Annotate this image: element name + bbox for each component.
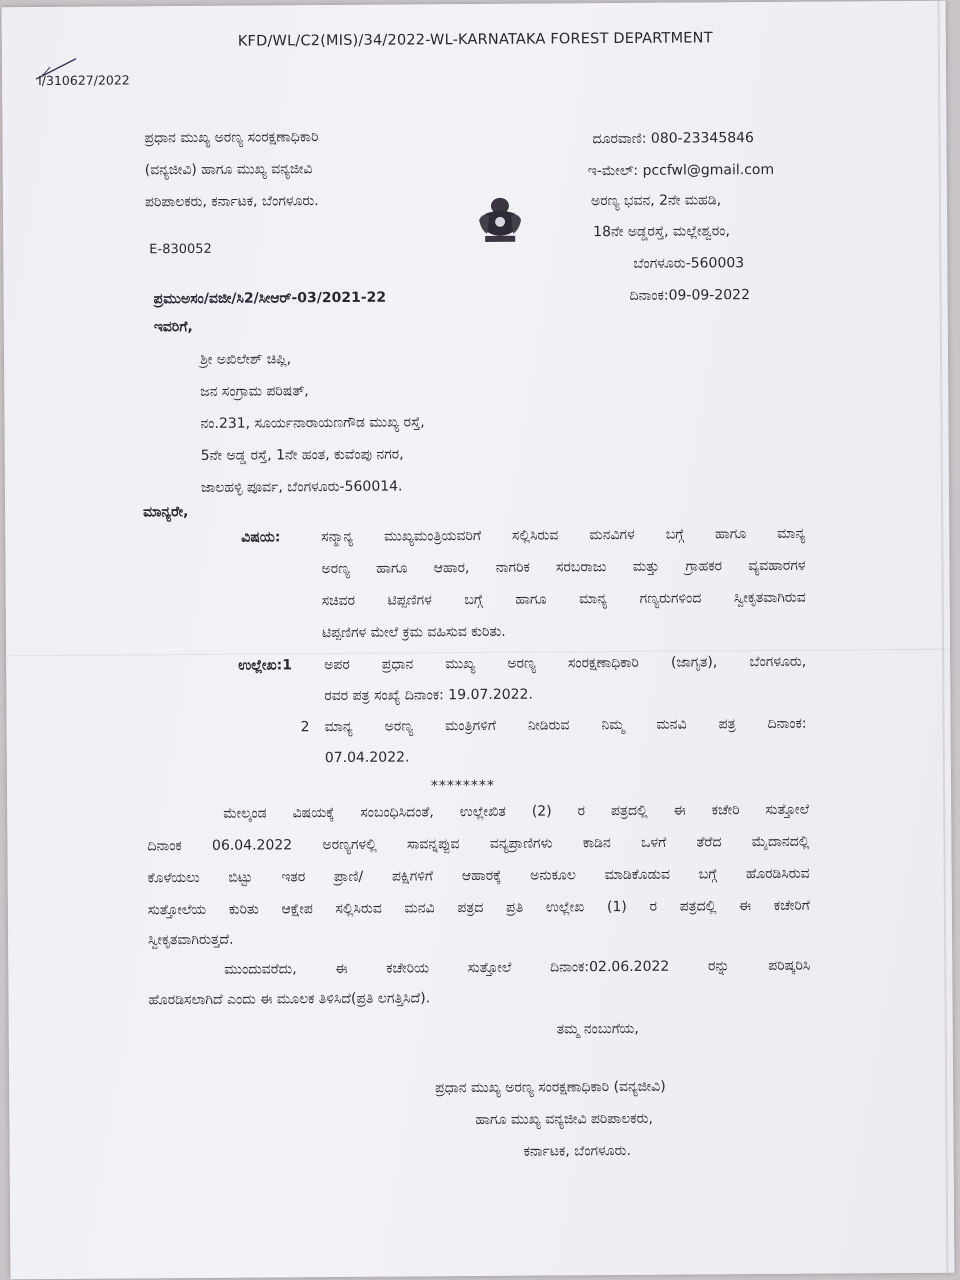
contact-address-2: 18ನೇ ಅಡ್ಡರಸ್ತೆ, ಮಲ್ಲೇಶ್ವರಂ, bbox=[593, 223, 730, 241]
e-number: E-830052 bbox=[149, 241, 212, 258]
closing: ತಮ್ಮ ನಂಬುಗೆಯ, bbox=[556, 1020, 639, 1038]
reference-2-line-1: ಮಾನ್ಯ ಅರಣ್ಯ ಮಂತ್ರಿಗಳಿಗೆ ನೀಡಿರುವ ನಿಮ್ಮ ಮನವಿ ಪತ್ರ ದಿನಾಂಕ: bbox=[324, 715, 807, 736]
body-para1-line-3: ಕೊಳೆಯಲು ಬಿಟ್ಟು ಇತರ ಪ್ರಾಣಿ/ ಪಕ್ಷಿಗಳಿಗೆ ಆಹಾರಕ್ಕೆ ಅನುಕೂಲ ಮಾಡಿಕೊಡುವ ಬಗ್ಗೆ ಹೊರಡಿಸಿರುವ bbox=[147, 865, 810, 887]
recipient-address-1: ನಂ.231, ಸೂರ್ಯನಾರಾಯಣಗೌಡ ಮುಖ್ಯ ರಸ್ತೆ, bbox=[200, 414, 425, 432]
reference-2-number: 2 bbox=[300, 719, 310, 736]
body-para1-line-4: ಸುತ್ತೋಲೆಯ ಕುರಿತು ಆಕ್ಷೇಪ ಸಲ್ಲಿಸಿರುವ ಮನವಿ ಪತ್ರದ ಪ್ರತಿ ಉಲ್ಲೇಖ (1) ರ ಪತ್ರದಲ್ಲಿ ಈ ಕಚೇರಿಗೆ bbox=[147, 897, 810, 919]
subject-line-3: ಸಚಿವರ ಟಿಪ್ಪಣಿಗಳ ಬಗ್ಗೆ ಹಾಗೂ ಮಾನ್ಯ ಗಣ್ಯರುಗಳಿಂದ ಸ್ವೀಕೃತವಾಗಿರುವ bbox=[321, 589, 806, 610]
body-para2-line-2: ಹೊರಡಿಸಲಾಗಿದೆ ಎಂದು ಈ ಮೂಲಕ ತಿಳಿಸಿದೆ(ಪ್ರತಿ ಲಗತ್ತಿಸಿದೆ). bbox=[148, 990, 431, 1009]
to-label: ಇವರಿಗೆ, bbox=[153, 318, 193, 336]
signature-line-1: ಪ್ರಧಾನ ಮುಖ್ಯ ಅರಣ್ಯ ಸಂರಕ್ಷಣಾಧಿಕಾರಿ (ವನ್ಯಜೀವಿ) bbox=[435, 1078, 666, 1097]
recipient-org: ಜನ ಸಂಗ್ರಾಮ ಪರಿಷತ್, bbox=[200, 383, 309, 400]
separator-stars: ******** bbox=[430, 777, 496, 795]
body-para1-line-5: ಸ್ವೀಕೃತವಾಗಿರುತ್ತದೆ. bbox=[148, 931, 234, 949]
recipient-address-2: 5ನೇ ಅಡ್ಡ ರಸ್ತೆ, 1ನೇ ಹಂತ, ಕುವೆಂಪು ನಗರ, bbox=[200, 446, 404, 464]
reference-1-line-2: ರವರ ಪತ್ರ ಸಂಖ್ಯೆ ದಿನಾಂಕ: 19.07.2022. bbox=[324, 686, 533, 705]
reference-2-line-2: 07.04.2022. bbox=[324, 749, 410, 767]
file-reference: KFD/WL/C2(MIS)/34/2022-WL-KARNATAKA FOREST DEPARTMENT bbox=[237, 30, 713, 50]
contact-email: ಇ-ಮೇಲ್: pccfwl@gmail.com bbox=[587, 161, 775, 180]
contact-phone: ದೂರವಾಣಿ: 080-23345846 bbox=[592, 130, 754, 148]
subject-line-2: ಅರಣ್ಯ ಹಾಗೂ ಆಹಾರ, ನಾಗರಿಕ ಸರಬರಾಜು ಮತ್ತು ಗ್ರಾಹಕರ ವ್ಯವಹಾರಗಳ bbox=[321, 557, 806, 578]
body-para1-line-2: ದಿನಾಂಕ 06.04.2022 ಅರಣ್ಯಗಳಲ್ಲಿ ಸಾವನ್ನಪ್ಪುವ ವನ್ಯಪ್ರಾಣಿಗಳು ಕಾಡಿನ ಒಳಗೆ ತೆರೆದ ಮೈದಾನದಲ್ಲಿ bbox=[147, 833, 810, 855]
subject-line-1: ಸನ್ಮಾನ್ಯ ಮುಖ್ಯಮಂತ್ರಿಯವರಿಗೆ ಸಲ್ಲಿಸಿರುವ ಮನವಿಗಳ ಬಗ್ಗೆ ಹಾಗೂ ಮಾನ್ಯ bbox=[321, 525, 806, 546]
letter-date: ದಿನಾಂಕ:09-09-2022 bbox=[629, 287, 751, 304]
karnataka-emblem-icon bbox=[475, 194, 525, 246]
signature-line-2: ಹಾಗೂ ಮುಖ್ಯ ವನ್ಯಜೀವಿ ಪರಿಪಾಲಕರು, bbox=[475, 1110, 653, 1129]
body-para2-line-1: ಮುಂದುವರೆದು, ಈ ಕಚೇರಿಯ ಸುತ್ತೋಲೆ ದಿನಾಂಕ:02.06.2022 ರನ್ನು ಪರಿಷ್ಕರಿಸಿ bbox=[224, 957, 811, 978]
salutation: ಮಾನ್ಯರೇ, bbox=[143, 504, 189, 521]
subject-line-4: ಟಿಪ್ಪಣಿಗಳ ಮೇಲೆ ಕ್ರಮ ವಹಿಸುವ ಕುರಿತು. bbox=[321, 623, 506, 642]
letter-number: ಪ್ರಮುಅಸಂ/ವಜೀ/ಸಿ2/ಸೀಆರ್-03/2021-22 bbox=[153, 289, 387, 308]
recipient-address-3: ಜಾಲಹಳ್ಳಿ ಪೂರ್ವ, ಬೆಂಗಳೂರು-560014. bbox=[200, 478, 403, 496]
paper-fold-vertical bbox=[938, 1, 949, 1273]
reference-label: ಉಲ್ಲೇಖ:1 bbox=[238, 657, 293, 674]
sender-line-3: ಪರಿಪಾಲಕರು, ಕರ್ನಾಟಕ, ಬೆಂಗಳೂರು. bbox=[144, 193, 319, 211]
recipient-name: ಶ್ರೀ ಅಖಿಲೇಶ್ ಚಿಪ್ಲಿ, bbox=[199, 351, 292, 368]
letter-sheet bbox=[2, 1, 955, 1280]
inward-number: I/310627/2022 bbox=[38, 72, 130, 89]
reference-1-line-1: ಅಪರ ಪ್ರಧಾನ ಮುಖ್ಯ ಅರಣ್ಯ ಸಂರಕ್ಷಣಾಧಿಕಾರಿ (ಜಾಗೃತ), ಬೆಂಗಳೂರು, bbox=[324, 653, 807, 674]
sender-line-1: ಪ್ರಧಾನ ಮುಖ್ಯ ಅರಣ್ಯ ಸಂರಕ್ಷಣಾಧಿಕಾರಿ bbox=[144, 129, 319, 147]
body-para1-line-1: ಮೇಲ್ಕಂಡ ವಿಷಯಕ್ಕೆ ಸಂಬಂಧಿಸಿದಂತೆ, ಉಲ್ಲೇಖಿತ (2) ರ ಪತ್ರದಲ್ಲಿ ಈ ಕಚೇರಿ ಸುತ್ತೋಲೆ bbox=[223, 801, 810, 822]
signature-line-3: ಕರ್ನಾಟಕ, ಬೆಂಗಳೂರು. bbox=[523, 1142, 632, 1160]
sender-line-2: (ವನ್ಯಜೀವಿ) ಹಾಗೂ ಮುಖ್ಯ ವನ್ಯಜೀವಿ bbox=[144, 161, 313, 179]
contact-address-3: ಬೆಂಗಳೂರು-560003 bbox=[633, 255, 745, 272]
contact-address-1: ಅರಣ್ಯ ಭವನ, 2ನೇ ಮಹಡಿ, bbox=[590, 192, 722, 210]
subject-label: ವಿಷಯ: bbox=[241, 529, 281, 546]
